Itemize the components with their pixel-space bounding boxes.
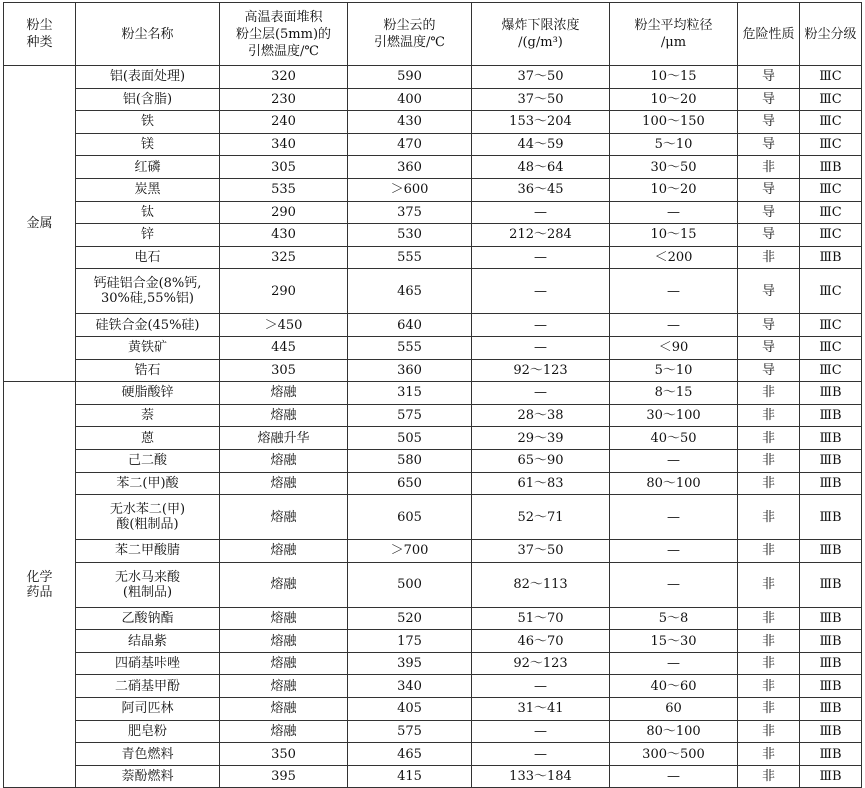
hazard-nature-cell: 非 xyxy=(738,156,800,179)
particle-size-cell: 80～100 xyxy=(610,720,738,743)
layer-ignition-temp-cell: ＞450 xyxy=(220,314,348,337)
lower-explosion-limit-cell: 212～284 xyxy=(472,224,610,247)
category-cell: 化学 药品 xyxy=(4,382,76,788)
table-row xyxy=(4,178,862,201)
lower-explosion-limit-cell: — xyxy=(472,336,610,359)
hazard-nature-cell: 非 xyxy=(738,540,800,563)
cloud-ignition-temp-cell: 505 xyxy=(348,427,472,450)
lower-explosion-limit-cell: 37～50 xyxy=(472,540,610,563)
lower-explosion-limit-cell: 65～90 xyxy=(472,449,610,472)
lower-explosion-limit-cell: 44～59 xyxy=(472,133,610,156)
dust-name-cell: 己二酸 xyxy=(76,449,220,472)
dust-name-cell: 无水马来酸 (粗制品) xyxy=(76,562,220,607)
dust-name-cell: 钛 xyxy=(76,201,220,224)
table-row xyxy=(4,336,862,359)
particle-size-cell: 40～50 xyxy=(610,427,738,450)
layer-ignition-temp-cell: 熔融 xyxy=(220,382,348,405)
table-row xyxy=(4,224,862,247)
dust-name-cell: 青色燃料 xyxy=(76,743,220,766)
hazard-nature-cell: 导 xyxy=(738,66,800,89)
lower-explosion-limit-cell: — xyxy=(472,314,610,337)
dust-name-cell: 二硝基甲酚 xyxy=(76,675,220,698)
header-dust-name: 粉尘名称 xyxy=(76,3,220,66)
hazard-nature-cell: 非 xyxy=(738,472,800,495)
particle-size-cell: 15～30 xyxy=(610,630,738,653)
cloud-ignition-temp-cell: 465 xyxy=(348,269,472,314)
hazard-nature-cell: 导 xyxy=(738,314,800,337)
dust-class-cell: ⅢB xyxy=(800,472,862,495)
table-row xyxy=(4,156,862,179)
dust-name-cell: 蒽 xyxy=(76,427,220,450)
header-dust-class: 粉尘分级 xyxy=(800,3,862,66)
lower-explosion-limit-cell: — xyxy=(472,246,610,269)
particle-size-cell: 10～15 xyxy=(610,66,738,89)
layer-ignition-temp-cell: 350 xyxy=(220,743,348,766)
cloud-ignition-temp-cell: 555 xyxy=(348,246,472,269)
particle-size-cell: 10～20 xyxy=(610,88,738,111)
layer-ignition-temp-cell: 535 xyxy=(220,178,348,201)
header-row xyxy=(4,3,862,66)
hazard-nature-cell: 非 xyxy=(738,449,800,472)
hazard-nature-cell: 非 xyxy=(738,630,800,653)
particle-size-cell: 60 xyxy=(610,698,738,721)
dust-name-cell: 萘酚燃料 xyxy=(76,765,220,788)
cloud-ignition-temp-cell: 400 xyxy=(348,88,472,111)
layer-ignition-temp-cell: 290 xyxy=(220,201,348,224)
particle-size-cell: 80～100 xyxy=(610,472,738,495)
dust-class-cell: ⅢB xyxy=(800,675,862,698)
lower-explosion-limit-cell: 51～70 xyxy=(472,607,610,630)
cloud-ignition-temp-cell: 360 xyxy=(348,359,472,382)
particle-size-cell: — xyxy=(610,495,738,540)
dust-class-cell: ⅢB xyxy=(800,630,862,653)
dust-name-cell: 钙硅铝合金(8%钙, 30%硅,55%铝) xyxy=(76,269,220,314)
dust-name-cell: 苯二甲酸腈 xyxy=(76,540,220,563)
particle-size-cell: — xyxy=(610,652,738,675)
layer-ignition-temp-cell: 熔融 xyxy=(220,652,348,675)
layer-ignition-temp-cell: 325 xyxy=(220,246,348,269)
lower-explosion-limit-cell: 48～64 xyxy=(472,156,610,179)
lower-explosion-limit-cell: 92～123 xyxy=(472,652,610,675)
table-row xyxy=(4,449,862,472)
cloud-ignition-temp-cell: 415 xyxy=(348,765,472,788)
dust-class-cell: ⅢB xyxy=(800,449,862,472)
hazard-nature-cell: 非 xyxy=(738,382,800,405)
dust-class-cell: ⅢB xyxy=(800,540,862,563)
dust-class-cell: ⅢC xyxy=(800,178,862,201)
header-particle-size: 粉尘平均粒径 /μm xyxy=(610,3,738,66)
table-row xyxy=(4,562,862,607)
lower-explosion-limit-cell: — xyxy=(472,675,610,698)
layer-ignition-temp-cell: 430 xyxy=(220,224,348,247)
lower-explosion-limit-cell: — xyxy=(472,720,610,743)
table-row xyxy=(4,314,862,337)
table-body xyxy=(4,66,862,788)
dust-class-cell: ⅢC xyxy=(800,111,862,134)
lower-explosion-limit-cell: 133～184 xyxy=(472,765,610,788)
table-row xyxy=(4,404,862,427)
particle-size-cell: 5～10 xyxy=(610,133,738,156)
dust-class-cell: ⅢB xyxy=(800,495,862,540)
particle-size-cell: 300～500 xyxy=(610,743,738,766)
header-hazard-nature: 危险性质 xyxy=(738,3,800,66)
lower-explosion-limit-cell: 37～50 xyxy=(472,88,610,111)
dust-class-cell: ⅢB xyxy=(800,246,862,269)
dust-class-cell: ⅢB xyxy=(800,427,862,450)
table-header xyxy=(4,3,862,66)
cloud-ignition-temp-cell: 575 xyxy=(348,720,472,743)
header-lower-explosion-limit: 爆炸下限浓度 /(g/m³) xyxy=(472,3,610,66)
lower-explosion-limit-cell: 61～83 xyxy=(472,472,610,495)
table-row xyxy=(4,133,862,156)
table-row xyxy=(4,652,862,675)
particle-size-cell: — xyxy=(610,540,738,563)
particle-size-cell: — xyxy=(610,269,738,314)
hazard-nature-cell: 非 xyxy=(738,404,800,427)
layer-ignition-temp-cell: 熔融 xyxy=(220,404,348,427)
table-row xyxy=(4,720,862,743)
layer-ignition-temp-cell: 320 xyxy=(220,66,348,89)
lower-explosion-limit-cell: 29～39 xyxy=(472,427,610,450)
dust-properties-table xyxy=(3,2,862,788)
dust-name-cell: 萘 xyxy=(76,404,220,427)
cloud-ignition-temp-cell: 470 xyxy=(348,133,472,156)
cloud-ignition-temp-cell: ＞700 xyxy=(348,540,472,563)
header-cloud-ignition-temp: 粉尘云的 引燃温度/℃ xyxy=(348,3,472,66)
hazard-nature-cell: 导 xyxy=(738,269,800,314)
table-row xyxy=(4,246,862,269)
particle-size-cell: — xyxy=(610,449,738,472)
dust-name-cell: 黄铁矿 xyxy=(76,336,220,359)
lower-explosion-limit-cell: 82～113 xyxy=(472,562,610,607)
cloud-ignition-temp-cell: 500 xyxy=(348,562,472,607)
cloud-ignition-temp-cell: 395 xyxy=(348,652,472,675)
layer-ignition-temp-cell: 熔融 xyxy=(220,630,348,653)
layer-ignition-temp-cell: 240 xyxy=(220,111,348,134)
particle-size-cell: — xyxy=(610,562,738,607)
particle-size-cell: 10～20 xyxy=(610,178,738,201)
lower-explosion-limit-cell: 52～71 xyxy=(472,495,610,540)
dust-class-cell: ⅢB xyxy=(800,720,862,743)
cloud-ignition-temp-cell: 360 xyxy=(348,156,472,179)
particle-size-cell: 10～15 xyxy=(610,224,738,247)
cloud-ignition-temp-cell: 580 xyxy=(348,449,472,472)
layer-ignition-temp-cell: 熔融 xyxy=(220,472,348,495)
cloud-ignition-temp-cell: 375 xyxy=(348,201,472,224)
layer-ignition-temp-cell: 305 xyxy=(220,359,348,382)
lower-explosion-limit-cell: 37～50 xyxy=(472,66,610,89)
dust-name-cell: 无水苯二(甲) 酸(粗制品) xyxy=(76,495,220,540)
table-row xyxy=(4,201,862,224)
layer-ignition-temp-cell: 305 xyxy=(220,156,348,179)
particle-size-cell: ＜90 xyxy=(610,336,738,359)
hazard-nature-cell: 导 xyxy=(738,201,800,224)
hazard-nature-cell: 导 xyxy=(738,111,800,134)
hazard-nature-cell: 非 xyxy=(738,246,800,269)
dust-class-cell: ⅢB xyxy=(800,607,862,630)
table-row xyxy=(4,382,862,405)
table-row xyxy=(4,359,862,382)
cloud-ignition-temp-cell: 575 xyxy=(348,404,472,427)
hazard-nature-cell: 非 xyxy=(738,720,800,743)
dust-class-cell: ⅢB xyxy=(800,652,862,675)
particle-size-cell: 40～60 xyxy=(610,675,738,698)
layer-ignition-temp-cell: 445 xyxy=(220,336,348,359)
dust-class-cell: ⅢB xyxy=(800,765,862,788)
dust-name-cell: 肥皂粉 xyxy=(76,720,220,743)
dust-name-cell: 电石 xyxy=(76,246,220,269)
dust-class-cell: ⅢC xyxy=(800,314,862,337)
table-row xyxy=(4,495,862,540)
dust-name-cell: 锌 xyxy=(76,224,220,247)
cloud-ignition-temp-cell: 465 xyxy=(348,743,472,766)
dust-class-cell: ⅢC xyxy=(800,66,862,89)
dust-name-cell: 炭黑 xyxy=(76,178,220,201)
cloud-ignition-temp-cell: 520 xyxy=(348,607,472,630)
table-row xyxy=(4,743,862,766)
layer-ignition-temp-cell: 340 xyxy=(220,133,348,156)
cloud-ignition-temp-cell: 640 xyxy=(348,314,472,337)
layer-ignition-temp-cell: 熔融 xyxy=(220,495,348,540)
lower-explosion-limit-cell: — xyxy=(472,269,610,314)
dust-name-cell: 铝(含脂) xyxy=(76,88,220,111)
layer-ignition-temp-cell: 熔融 xyxy=(220,562,348,607)
cloud-ignition-temp-cell: 530 xyxy=(348,224,472,247)
particle-size-cell: 100～150 xyxy=(610,111,738,134)
dust-name-cell: 铁 xyxy=(76,111,220,134)
cloud-ignition-temp-cell: 315 xyxy=(348,382,472,405)
hazard-nature-cell: 非 xyxy=(738,698,800,721)
dust-name-cell: 四硝基咔唑 xyxy=(76,652,220,675)
hazard-nature-cell: 非 xyxy=(738,495,800,540)
dust-name-cell: 苯二(甲)酸 xyxy=(76,472,220,495)
particle-size-cell: — xyxy=(610,765,738,788)
layer-ignition-temp-cell: 熔融 xyxy=(220,449,348,472)
cloud-ignition-temp-cell: 340 xyxy=(348,675,472,698)
table-row xyxy=(4,427,862,450)
table-row xyxy=(4,698,862,721)
dust-class-cell: ⅢB xyxy=(800,743,862,766)
lower-explosion-limit-cell: 46～70 xyxy=(472,630,610,653)
dust-name-cell: 红磷 xyxy=(76,156,220,179)
lower-explosion-limit-cell: 28～38 xyxy=(472,404,610,427)
layer-ignition-temp-cell: 熔融升华 xyxy=(220,427,348,450)
hazard-nature-cell: 导 xyxy=(738,133,800,156)
dust-class-cell: ⅢC xyxy=(800,359,862,382)
dust-name-cell: 铝(表面处理) xyxy=(76,66,220,89)
particle-size-cell: 8～15 xyxy=(610,382,738,405)
header-layer-ignition-temp: 高温表面堆积 粉尘层(5mm)的 引燃温度/℃ xyxy=(220,3,348,66)
dust-name-cell: 乙酸钠酯 xyxy=(76,607,220,630)
cloud-ignition-temp-cell: 405 xyxy=(348,698,472,721)
dust-class-cell: ⅢB xyxy=(800,698,862,721)
particle-size-cell: 5～10 xyxy=(610,359,738,382)
dust-name-cell: 硅铁合金(45%硅) xyxy=(76,314,220,337)
table-row xyxy=(4,630,862,653)
table-row xyxy=(4,675,862,698)
hazard-nature-cell: 导 xyxy=(738,359,800,382)
particle-size-cell: — xyxy=(610,201,738,224)
particle-size-cell: ＜200 xyxy=(610,246,738,269)
dust-class-cell: ⅢB xyxy=(800,156,862,179)
table-row xyxy=(4,88,862,111)
table-row xyxy=(4,111,862,134)
dust-name-cell: 阿司匹林 xyxy=(76,698,220,721)
dust-class-cell: ⅢC xyxy=(800,88,862,111)
hazard-nature-cell: 导 xyxy=(738,224,800,247)
particle-size-cell: 5～8 xyxy=(610,607,738,630)
lower-explosion-limit-cell: 31～41 xyxy=(472,698,610,721)
table-row xyxy=(4,607,862,630)
dust-class-cell: ⅢC xyxy=(800,269,862,314)
lower-explosion-limit-cell: — xyxy=(472,201,610,224)
lower-explosion-limit-cell: 92～123 xyxy=(472,359,610,382)
lower-explosion-limit-cell: — xyxy=(472,743,610,766)
hazard-nature-cell: 非 xyxy=(738,652,800,675)
hazard-nature-cell: 导 xyxy=(738,336,800,359)
dust-class-cell: ⅢC xyxy=(800,201,862,224)
cloud-ignition-temp-cell: ＞600 xyxy=(348,178,472,201)
particle-size-cell: — xyxy=(610,314,738,337)
layer-ignition-temp-cell: 290 xyxy=(220,269,348,314)
dust-class-cell: ⅢB xyxy=(800,562,862,607)
layer-ignition-temp-cell: 230 xyxy=(220,88,348,111)
hazard-nature-cell: 非 xyxy=(738,427,800,450)
layer-ignition-temp-cell: 熔融 xyxy=(220,607,348,630)
hazard-nature-cell: 导 xyxy=(738,178,800,201)
hazard-nature-cell: 非 xyxy=(738,765,800,788)
dust-name-cell: 硬脂酸锌 xyxy=(76,382,220,405)
table-row xyxy=(4,472,862,495)
dust-class-cell: ⅢC xyxy=(800,336,862,359)
dust-name-cell: 结晶紫 xyxy=(76,630,220,653)
layer-ignition-temp-cell: 395 xyxy=(220,765,348,788)
hazard-nature-cell: 非 xyxy=(738,562,800,607)
category-cell: 金属 xyxy=(4,66,76,382)
hazard-nature-cell: 导 xyxy=(738,88,800,111)
table-row xyxy=(4,66,862,89)
layer-ignition-temp-cell: 熔融 xyxy=(220,720,348,743)
dust-class-cell: ⅢB xyxy=(800,382,862,405)
hazard-nature-cell: 非 xyxy=(738,607,800,630)
hazard-nature-cell: 非 xyxy=(738,675,800,698)
cloud-ignition-temp-cell: 555 xyxy=(348,336,472,359)
layer-ignition-temp-cell: 熔融 xyxy=(220,698,348,721)
hazard-nature-cell: 非 xyxy=(738,743,800,766)
cloud-ignition-temp-cell: 175 xyxy=(348,630,472,653)
particle-size-cell: 30～50 xyxy=(610,156,738,179)
lower-explosion-limit-cell: — xyxy=(472,382,610,405)
layer-ignition-temp-cell: 熔融 xyxy=(220,675,348,698)
header-dust-type: 粉尘 种类 xyxy=(4,3,76,66)
lower-explosion-limit-cell: 36～45 xyxy=(472,178,610,201)
cloud-ignition-temp-cell: 650 xyxy=(348,472,472,495)
dust-name-cell: 镁 xyxy=(76,133,220,156)
lower-explosion-limit-cell: 153～204 xyxy=(472,111,610,134)
cloud-ignition-temp-cell: 430 xyxy=(348,111,472,134)
table-row xyxy=(4,269,862,314)
dust-class-cell: ⅢB xyxy=(800,404,862,427)
cloud-ignition-temp-cell: 590 xyxy=(348,66,472,89)
dust-name-cell: 锆石 xyxy=(76,359,220,382)
table-row xyxy=(4,540,862,563)
dust-class-cell: ⅢC xyxy=(800,133,862,156)
particle-size-cell: 30～100 xyxy=(610,404,738,427)
dust-class-cell: ⅢC xyxy=(800,224,862,247)
layer-ignition-temp-cell: 熔融 xyxy=(220,540,348,563)
cloud-ignition-temp-cell: 605 xyxy=(348,495,472,540)
